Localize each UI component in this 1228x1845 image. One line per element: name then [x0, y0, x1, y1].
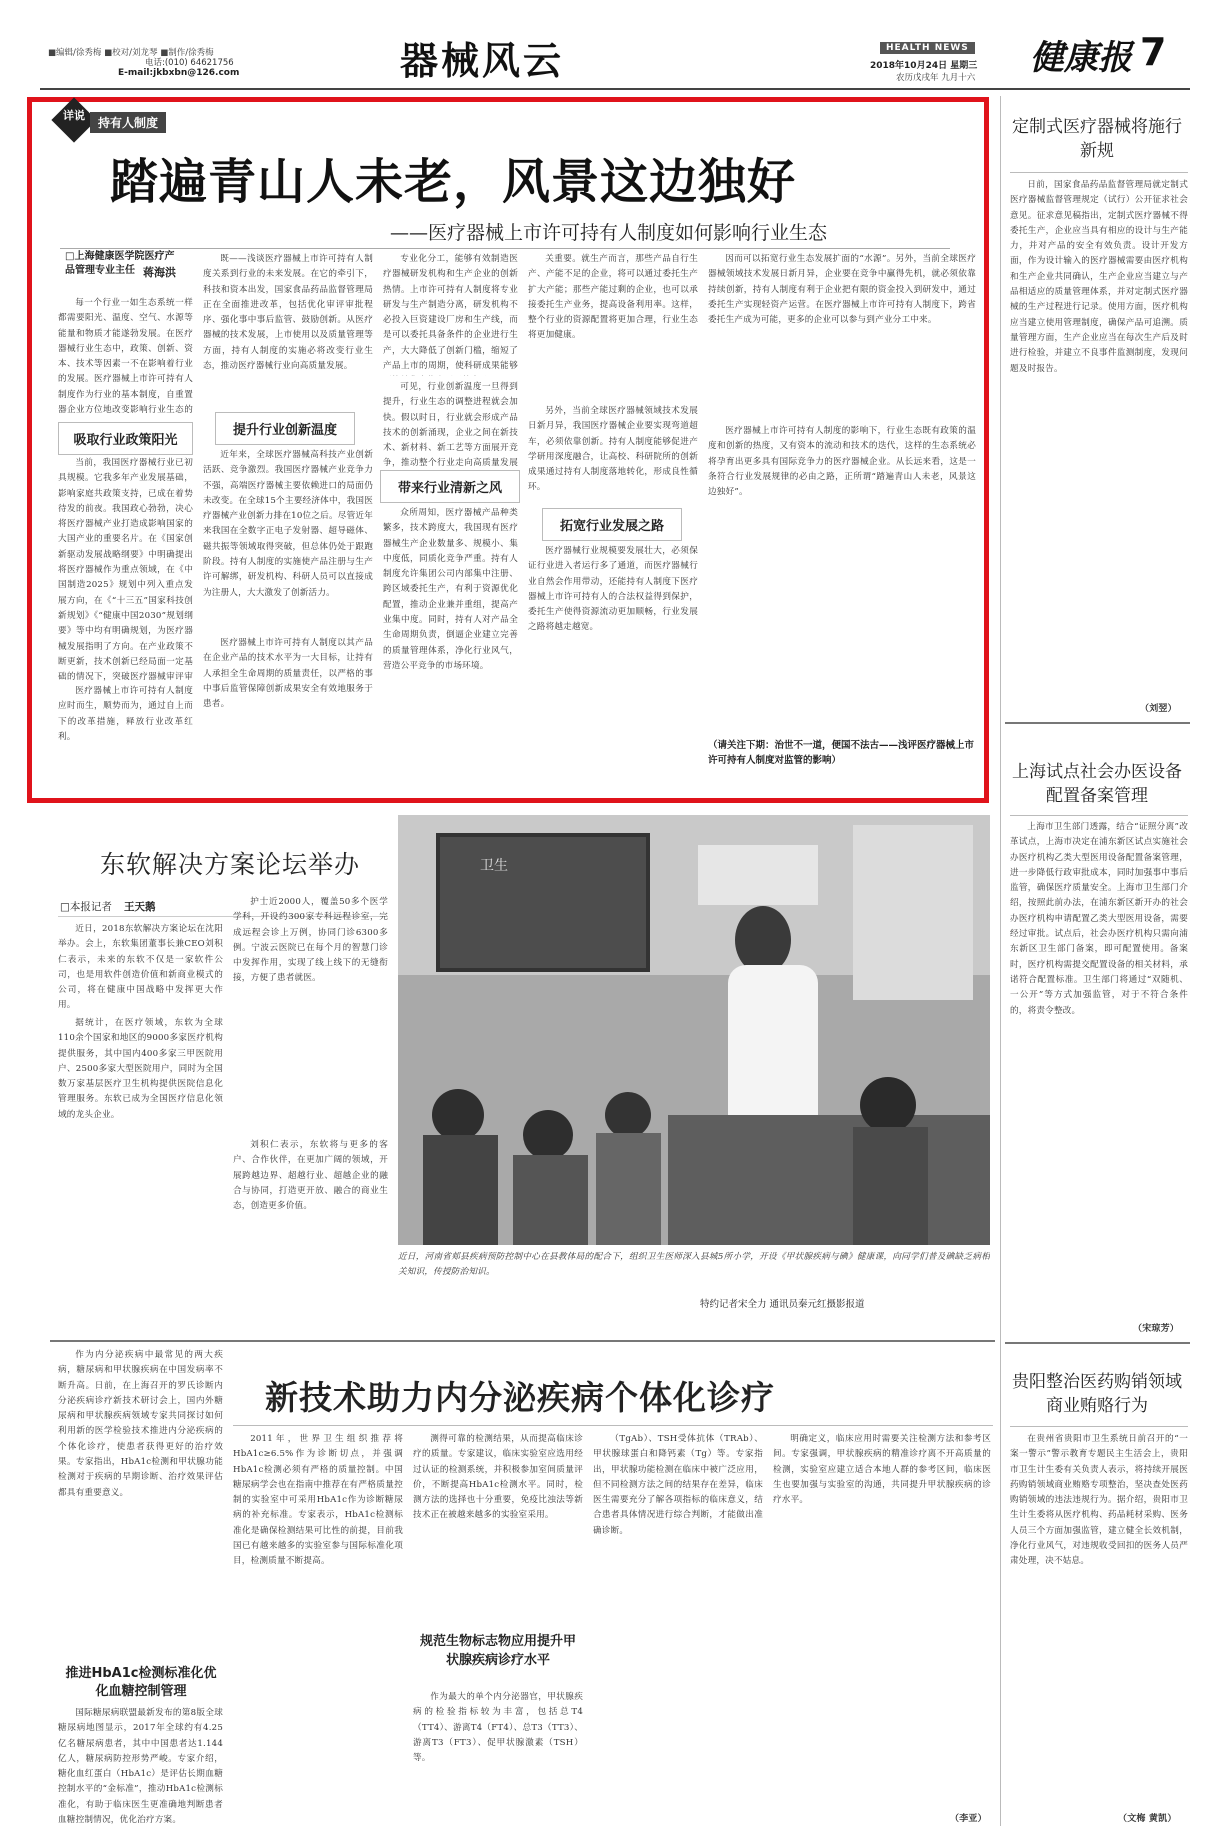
lower-col2b-para: 作为最大的单个内分泌器官，甲状腺疾病的检验指标较为丰富，包括总T4（TT4）、游离T4（FT4）、总T3（TT3）、游离T3（FT3）、促甲状腺激素（TSH）等。 [413, 1692, 583, 1764]
classroom-photo-art [398, 815, 990, 1245]
right-bottom-text [1010, 1432, 1188, 1810]
classroom-photo [398, 815, 990, 1245]
forum-col2-text [233, 895, 388, 1135]
forum-col1b-para: 据统计，在医疗领域，东软为全球110余个国家和地区的9000多家医疗机构提供服务，其中国内400多家三甲医院用户、2500多家大型医院用户，同时为全国数万家基层医疗卫生机构提供医院信息化管理服务。东软已成为全国医疗信息化领域的龙头企业。 [58, 1018, 223, 1120]
lower-left-subhead: 推进HbA1c检测标准化优化血糖控制管理 [65, 1666, 217, 1699]
lower-left-para2: 国际糖尿病联盟最新发布的第8版全球糖尿病地图显示，2017年全球约有4.25亿名糖尿病患者，其中中国患者达1.144亿人，糖尿病防控形势严峻。专家介绍，糖化血红蛋白（HbA1c）是评估长期血糖控制水平的“金标准”，推动HbA1c检测标准化，有助于临床医生更准确地判断患者血糖控制情况，优化治疗方案。 [58, 1708, 223, 1826]
lead-col2c-para: 医疗器械上市许可持有人制度以其产品在企业产品的技术水平为一大目标，让持有人承担全生命周期的质量责任，以严格的事中事后监管保障创新成果安全有效地服务于患者。 [203, 638, 373, 710]
lead-col3-para: 专业化分工，能够有效制造医疗器械研发机构和生产企业的创新热情。上市许可持有人制度将专业研发与生产制造分离，研发机构不必投入巨资建设厂房和生产线，而是可以委托具备条件的企业进行生产，大大降低了创新门槛，缩短了产品上市的周期，使科研成果能够 [383, 254, 518, 372]
lead-subtitle: ——医疗器械上市许可持有人制度如何影响行业生态 [390, 222, 828, 244]
lead-col1c-text [58, 684, 193, 788]
lead-col1c-para: 医疗器械上市许可持有人制度应时而生，顺势而为，通过自上而下的改革措施，释放行业改革红利。 [58, 686, 193, 742]
forum-title: 东软解决方案论坛举办 [100, 850, 361, 879]
lower-col1-text [233, 1432, 403, 1832]
lead-col3b-para: 可见，行业创新温度一旦得到提升，行业生态的调整进程就会加快。假以时日，行业就会形成产品技术的创新涌现，企业之间在新技术、新材料、新工艺等方面展开竞争，推动整个行业走向高质量发展 [383, 382, 518, 468]
right-bottom-title: 贵阳整治医药购销领域商业贿赂行为 [1012, 1372, 1182, 1416]
forum-col2b-para: 刘积仁表示，东软将与更多的客户、合作伙伴，在更加广阔的领域，开展跨越边界、超越行业、超越企业的融合与协同，打造更开放、融合的商业生态，创造更多价值。 [233, 1140, 388, 1212]
forum-col1-text [58, 922, 223, 1014]
lead-col4b-para: 另外，当前全球医疗器械领域技术发展日新月异，我国医疗器械企业要实现弯道超车，必须依靠创新。持有人制度能够促进产学研用深度融合，让高校、科研院所的创新成果通过持有人制度落地转化，形成良性循环。 [528, 406, 698, 493]
forum-col1-para: 近日，2018东软解决方案论坛在沈阳举办。会上，东软集团董事长兼CEO刘积仁表示，未来的东软不仅是一家软件公司，也是用软件创造价值和新商业模式的公司，将在健康中国战略中发挥更大作用。 [58, 924, 223, 1011]
lead-col4-text [528, 252, 698, 402]
lead-col1-para: 每一个行业一如生态系统一样都需要阳光、温度、空气、水源等能量和物质才能遂勃发展。在医疗器械行业生态中，政策、创新、资本、技术等因素一不在影响着行业的发展。医疗器械上市许可持有人制度作为行业的基本制度，自重置器企业方位地改变影响行业生态的 [58, 298, 193, 416]
lead-title: 踏遍青山人未老，风景这边独好 [110, 154, 797, 210]
paper-name: 健康报 [1030, 38, 1132, 78]
lead-byline-name: 蒋海洪 [143, 266, 176, 279]
lead-col5-para: 因而可以拓宽行业生态发展扩面的“水源”。另外，当前全球医疗器械领域技术发展日新月异，企业要在竞争中赢得先机，就必须依靠持续创新，持有人制度有利于企业把有限的资金投入到研发中，通过委托生产实现轻资产运营。在医疗器械上市许可持有人制度下，跨省委托生产成为可能，更多的企业可以参与到产业分工中来。 [708, 254, 976, 326]
lead-col3b-text [383, 380, 518, 468]
right-bottom-para: 在贵州省贵阳市卫生系统日前召开的“一案一警示”警示教育专题民主生活会上，贵阳市卫生计生委有关负责人表示，将持续开展医药购销领域商业贿赂专项整治，坚决查处医药购销领域的违法违规行为。据介绍，贵阳市卫生计生委将从医疗机构、药品耗材采购、医务人员三个方面加强监管，建立健全长效机制，净化行业风气，对违规收受回扣的医务人员严肃处理，决不姑息。 [1010, 1434, 1188, 1567]
forum-byline: □本报记者 [60, 901, 112, 913]
lower-col3-text [593, 1432, 763, 1832]
lower-top-rule [50, 1340, 995, 1342]
lead-subhead-1: 吸取行业政策阳光 [58, 422, 193, 455]
lower-left-text [58, 1348, 223, 1654]
right-mid-para: 上海市卫生部门透露，结合“证照分离”改革试点，上海市决定在浦东新区试点实施社会办医疗机构乙类大型医用设备配置备案管理，进一步降低行政审批成本，同时加强事中事后监管，确保医疗质量安全。上海市卫生部门介绍，按照此前办法，在浦东新区新开办的社会办医疗机构申请配置乙类大型医用设备，需要经过审批。试点后，社会办医疗机构只需向浦东新区卫生部门备案，即可配置使用。备案时，医疗机构需提交配置设备的相关材料，承诺符合配置标准。卫生部门将通过“双随机、一公开”等方式加强监管，对于不符合条件的，将责令整改。 [1010, 822, 1188, 1016]
lead-col5b-text [708, 424, 976, 734]
photo-credit: 特约记者宋全力 通讯员秦元红摄影报道 [700, 1299, 865, 1310]
right-top-text [1010, 178, 1188, 700]
right-mid-text [1010, 820, 1188, 1322]
lead-col4c-text [528, 544, 698, 788]
lower-col4-para: 明确定义，临床应用时需要关注检测方法和参考区间。专家强调，甲状腺疾病的精准诊疗离不开高质量的检测，实验室应建立适合本地人群的参考区间，临床医生也要加强与实验室的沟通，共同提升甲状腺疾病的诊疗水平。 [773, 1434, 991, 1506]
right-top-title: 定制式医疗器械将施行新规 [1012, 117, 1182, 161]
section-title: 器械风云 [400, 38, 565, 83]
lead-subhead-2: 提升行业创新温度 [215, 412, 355, 445]
lower-author: （李亚） [950, 1814, 987, 1824]
right-mid-title: 上海试点社会办医设备配置备案管理 [1012, 762, 1182, 806]
lower-col2-text [413, 1432, 583, 1618]
right-column-rule [1000, 96, 1001, 1826]
lead-col5b-para: 医疗器械上市许可持有人制度的影响下，行业生态既有政策的温度和创新的热度，又有资本的流动和技术的迭代，这样的生态系统必将孕育出更多具有国际竞争力的医疗器械企业。从长远来看，这是一条符合行业发展规律的必由之路，正所谓“踏遍青山人未老，风景这边独好”。 [708, 426, 976, 498]
lead-col2b-text [203, 448, 373, 634]
lead-title-rule [60, 248, 950, 249]
lunar-date: 农历戊戌年 九月十六 [896, 73, 976, 83]
right-mid-author: （宋琼芳） [1133, 1324, 1180, 1334]
lower-main-title: 新技术助力内分泌疾病个体化诊疗 [265, 1378, 775, 1417]
lead-tag-side: 详说 [63, 109, 85, 122]
photo-caption: 近日，河南省郏县疾病预防控制中心在县教体局的配合下，组织卫生医师深入县城5所小学，开设《甲状腺疾病与碘》健康课，向同学们普及碘缺乏病相关知识，传授防治知识。 [398, 1252, 990, 1277]
right-mid-top-rule [1005, 722, 1190, 724]
masthead-rule [40, 88, 1190, 90]
lead-col4c-para: 医疗器械行业规模要发展壮大，必须保证行业进入者运行多了通道，而医疗器械行业自然会作用带动，还能持有人制度下医疗器械上市许可持有人的合法权益得到保护，委托生产使得资源流动更加顺畅，行业发展之路将越走越宽。 [528, 546, 698, 633]
forum-col2-para: 护士近2000人，覆盖50多个医学学科，开设约300家专科远程诊室，完成远程会诊上万例，协同门诊6300多例。宁波云医院已在每个月的智慧门诊中发挥作用，实现了线上线下的无缝衔接，方便了患者就医。 [233, 897, 388, 984]
lead-subhead-4: 拓宽行业发展之路 [542, 508, 682, 541]
right-top-title-rule [1010, 172, 1188, 173]
forum-col2b-text [233, 1138, 388, 1334]
lead-col1-text [58, 296, 193, 416]
lower-col2-para: 测得可靠的检测结果，从而提高临床诊疗的质量。专家建议，临床实验室应选用经过认证的检测系统，并积极参加室间质量评价，不断提高HbA1c检测水平。同时，检测方法的选择也十分重要，免疫比浊法等新技术正在被越来越多的实验室采用。 [413, 1434, 583, 1521]
email: E-mail:jkbxbn@126.com [118, 68, 240, 78]
photo-board-text: 卫生 [480, 858, 508, 874]
lead-col4b-text [528, 404, 698, 504]
lead-next-issue-note: （请关注下期：治世不一道，便国不法古——浅评医疗器械上市许可持有人制度对监管的影响） [708, 740, 975, 766]
right-top-author: （刘翌） [1140, 704, 1177, 714]
issue-date: 2018年10月24日 星期三 [870, 61, 978, 71]
right-bottom-author: （文梅 黄凯） [1118, 1814, 1177, 1824]
lower-col2-subhead: 规范生物标志物应用提升甲状腺疾病诊疗水平 [419, 1634, 576, 1668]
lower-title-rule [233, 1425, 993, 1426]
lower-col3-para: （TgAb）、TSH受体抗体（TRAb）、甲状腺球蛋白和降钙素（Tg）等。专家指出，甲状腺功能检测在临床中被广泛应用，但不同检测方法之间的结果存在差异，临床医生需要充分了解各项指标的临床意义，结合患者具体情况进行综合判断，才能做出准确诊断。 [593, 1434, 763, 1536]
page-number: 7 [1140, 30, 1167, 74]
lower-col4-text [773, 1432, 991, 1810]
lead-col3c-text [383, 506, 518, 788]
staff-line: ■编辑/徐秀梅 ■校对/刘龙琴 ■制作/徐秀梅 [48, 48, 214, 58]
lead-col2b-para: 近年来，全球医疗器械高科技产业创新活跃、竞争激烈。我国医疗器械产业竞争力不强，高端医疗器械主要依赖进口的局面仍未改变。在全球15个主要经济体中，我国医疗器械产业创新力排在10位之后。尽管近年来我国在全数字正电子发射器、超导磁体、磁共振等领域取得突破，但总体仍处于跟跑阶段。持有人制度的实施使产品注册与生产许可解绑，研发机构、科研人员可以直接成为注册人，大大激发了创新活力。 [203, 450, 373, 598]
lead-byline-org: □上海健康医学院医疗产品管理专业主任 [65, 251, 175, 276]
lead-col2-para: 既——浅谈医疗器械上市许可持有人制度关系到行业的未来发展。在它的牵引下，科技和资本出发，国家食品药品监督管理局正在全面推进改革，包括优化审评审批程序、强化事中事后监管、鼓励创新。从医疗器械的技术发展，上市使用以及质量管理等方面，持有人制度的实施必将改变行业生态，推动医疗器械行业向高质量发展。 [203, 254, 373, 372]
lead-col4-para: 关重要。就生产而言，那些产品自行生产、产能不足的企业，将可以通过委托生产扩大产能；那些产能过剩的企业，也可以承接委托生产业务，提高设备利用率。这样，整个行业的资源配置将更加合理，行业生态将更加健康。 [528, 254, 698, 341]
phone: 电话:(010) 64621756 [145, 58, 234, 68]
lower-col2b-text [413, 1690, 583, 1832]
lead-col3-text [383, 252, 518, 376]
lead-col1b-para: 当前，我国医疗器械行业已初具规模。它我多年产业发展基础，影响家庭共政策支持，已成在着势待发的前夜。我国政心勃勃，决心将医疗器械产业打造成影响国家的大国产业的重要名片。在《国家创新驱动发展战略纲要》中明确提出将医疗器械作为重点领域，在《中国制造2025》规划中列入重点发展方向，在《“十三五”国家科技创新规划》《“健康中国2030”规划纲要》等中均有明确规划，为医疗器械发展指明了方向。在产业政策不断更新，技术创新已经局面一定基础的情况下，突破医疗器械审评审 [58, 458, 193, 682]
lower-left-text2 [58, 1706, 223, 1832]
right-bottom-top-rule [1005, 1342, 1190, 1344]
right-mid-title-rule [1010, 815, 1188, 816]
lower-col1-para: 2011年，世界卫生组织推荐将HbA1c≥6.5%作为诊断切点，并强调HbA1c检测必须有严格的质量控制。中国糖尿病学会也在指南中推荐在有严格质量控制的实验室中可采用HbA1c作为诊断糖尿病的补充标准。专家表示，HbA1c检测标准化是确保检测结果可比性的前提，目前我国已有越来越多的实验室参与国际标准化项目，检测质量不断提高。 [233, 1434, 403, 1567]
lead-col5-text [708, 252, 976, 422]
lead-col1b-text [58, 456, 193, 682]
right-top-para: 日前，国家食品药品监督管理局就定制式医疗器械监督管理规定（试行）公开征求社会意见。征求意见稿指出，定制式医疗器械不得委托生产，企业应当具有相应的设计与生产能力，并对产品的安全有效负责。设计开发方面，作为设计输入的医疗器械需要由医疗机构和生产企业共同确认，生产企业应当建立与产品相适应的质量管理体系，并对定制式医疗器械的生产过程进行记录。使用方面，医疗机构应当建立使用管理制度，确保产品可追溯。质量管理方面，生产企业应当在每次生产后及时进行检验，并建立不良事件监测制度，发现问题及时报告。 [1010, 180, 1188, 374]
lead-col2-text [203, 252, 373, 408]
lead-col2c-text [203, 636, 373, 788]
lead-subhead-3: 带来行业清新之风 [380, 470, 520, 503]
lead-col3c-para: 众所周知，医疗器械产品种类繁多，技术跨度大，我国现有医疗器械生产企业数量多、规模小、集中度低，同质化竞争严重。持有人制度允许集团公司内部集中注册、跨区域委托生产，有利于资源优化配置，推动企业兼并重组，提高产业集中度。同时，持有人对产品全生命周期负责，倒逼企业建立完善的质量管理体系，净化行业风气，营造公平竞争的市场环境。 [383, 508, 518, 671]
right-bottom-title-rule [1010, 1426, 1188, 1427]
lead-tag: 持有人制度 [90, 112, 166, 133]
forum-col1b-text [58, 1016, 223, 1334]
lower-left-para: 作为内分泌疾病中最常见的两大疾病，糖尿病和甲状腺疾病在中国发病率不断升高。日前，在上海召开的罗氏诊断内分泌疾病诊疗新技术研讨会上，国内外糖尿病和甲状腺疾病领域专家共同探讨如何利用新的医学检验技术推进内分泌疾病的个体化诊疗，使患者获得更好的治疗效果。专家指出，HbA1c检测和甲状腺功能检测对于疾病的早期诊断、治疗效果评估都具有重要意义。 [58, 1350, 223, 1498]
health-news-label: HEALTH NEWS [880, 42, 975, 54]
forum-reporter: 王天鹅 [124, 901, 156, 913]
